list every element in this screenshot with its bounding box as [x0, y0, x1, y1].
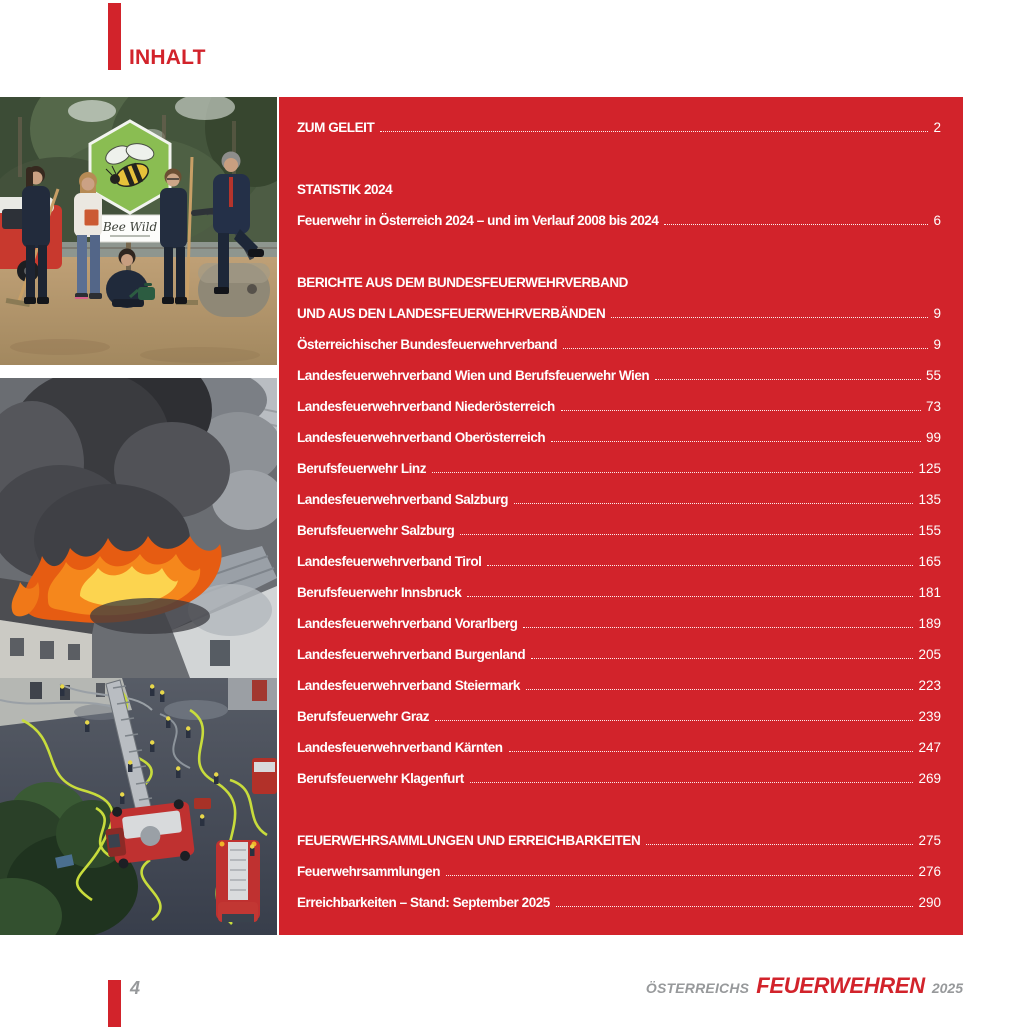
toc-entry-label: ZUM GELEIT — [297, 120, 375, 135]
page-title: INHALT — [129, 46, 206, 69]
toc-dotted-leader — [460, 534, 913, 535]
toc-entry-page: 181 — [918, 585, 941, 600]
toc-entry-page: 223 — [918, 678, 941, 693]
toc-entry — [297, 763, 941, 794]
toc-entry-page: 155 — [918, 523, 941, 538]
toc-entry-label: Berufsfeuerwehr Salzburg — [297, 523, 455, 538]
toc-entry-label: Feuerwehrsammlungen — [297, 864, 440, 879]
toc-dotted-leader — [563, 348, 928, 349]
toc-dotted-leader — [611, 317, 928, 318]
truck-right-edge — [252, 758, 277, 794]
toc-entry-label: STATISTIK 2024 — [297, 182, 393, 197]
toc-entry-label: Berufsfeuerwehr Graz — [297, 709, 430, 724]
toc-entry — [297, 112, 941, 143]
toc-entry-label: Landesfeuerwehrverband Vorarlberg — [297, 616, 518, 631]
toc-dotted-leader — [556, 906, 914, 907]
toc-entry-page: 276 — [918, 864, 941, 879]
toc-dotted-leader — [646, 844, 913, 845]
toc-dotted-leader — [446, 875, 913, 876]
toc-entry-page: 9 — [933, 337, 941, 352]
toc-entry — [297, 639, 941, 670]
toc-entry-label: Landesfeuerwehrverband Salzburg — [297, 492, 509, 507]
brand-main: FEUERWEHREN — [756, 973, 925, 998]
toc-entry — [297, 484, 941, 515]
toc-entry — [297, 546, 941, 577]
toc-entry-page: 9 — [933, 306, 941, 321]
toc-entry-label: Erreichbarkeiten – Stand: September 2025 — [297, 895, 550, 910]
toc-dotted-leader — [561, 410, 921, 411]
footer-red-bar — [108, 980, 121, 1027]
group-photo — [0, 97, 277, 365]
toc-entry — [297, 422, 941, 453]
equipment-box — [194, 798, 211, 809]
brand-pre: ÖSTERREICHS — [645, 980, 750, 996]
brand-year: 2025 — [931, 980, 963, 996]
toc-entry-label: Landesfeuerwehrverband Wien und Berufsfeuerwehr Wien — [297, 368, 650, 383]
toc-entry — [297, 825, 941, 856]
toc-entry-label: Landesfeuerwehrverband Tirol — [297, 554, 482, 569]
toc-entry — [297, 732, 941, 763]
toc-dotted-leader — [531, 658, 913, 659]
toc-entry-page: 165 — [918, 554, 941, 569]
toc-dotted-leader — [435, 720, 913, 721]
toc-entry — [297, 453, 941, 484]
footer-page-number: 4 — [130, 978, 141, 998]
toc-dotted-leader — [432, 472, 913, 473]
toc-entry-label: Feuerwehr in Österreich 2024 – und im Verlauf 2008 bis 2024 — [297, 213, 659, 228]
fire-photo — [0, 378, 277, 935]
toc-entry-page: 189 — [918, 616, 941, 631]
toc-entry-label: Berufsfeuerwehr Klagenfurt — [297, 771, 464, 786]
toc-dotted-leader — [655, 379, 921, 380]
toc-entry — [297, 608, 941, 639]
toc-entry — [297, 391, 941, 422]
toc-entry-label: Landesfeuerwehrverband Steiermark — [297, 678, 520, 693]
toc-entry-page: 205 — [918, 647, 941, 662]
toc-dotted-leader — [467, 596, 913, 597]
toc-entry-page: 125 — [918, 461, 941, 476]
toc-dotted-leader — [526, 689, 913, 690]
footer-brand — [646, 973, 963, 999]
toc-entry-label: Berufsfeuerwehr Innsbruck — [297, 585, 462, 600]
toc-entry-page: 290 — [918, 895, 941, 910]
toc-dotted-leader — [487, 565, 913, 566]
toc-entry — [297, 701, 941, 732]
svg-text:Bee Wild: Bee Wild — [102, 220, 158, 234]
toc-entry — [297, 670, 941, 701]
toc-entry — [297, 205, 941, 236]
toc-entry — [297, 298, 941, 329]
toc-dotted-leader — [509, 751, 914, 752]
toc-dotted-leader — [380, 131, 928, 132]
toc-entry-label: Landesfeuerwehrverband Kärnten — [297, 740, 503, 755]
toc-entry-label: Berufsfeuerwehr Linz — [297, 461, 427, 476]
toc-entry-label: Landesfeuerwehrverband Burgenland — [297, 647, 526, 662]
toc-entry — [297, 887, 941, 918]
toc-entry — [297, 856, 941, 887]
toc-entry-page: 269 — [918, 771, 941, 786]
toc-entry-label: Österreichischer Bundesfeuerwehrverband — [297, 337, 558, 352]
toc-panel — [279, 97, 963, 935]
toc-entry-page: 73 — [925, 399, 941, 414]
toc-entry-page: 135 — [918, 492, 941, 507]
toc-dotted-leader — [664, 224, 928, 225]
toc-entry — [297, 515, 941, 546]
toc-entry-label: Landesfeuerwehrverband Niederösterreich — [297, 399, 555, 414]
toc-entry-page: 55 — [925, 368, 941, 383]
toc-dotted-leader — [470, 782, 914, 783]
toc-entry-label: UND AUS DEN LANDESFEUERWEHRVERBÄNDEN — [297, 306, 606, 321]
toc-entry — [297, 267, 941, 298]
toc-entry — [297, 577, 941, 608]
toc-entry — [297, 360, 941, 391]
toc-entry-label: FEUERWEHRSAMMLUNGEN UND ERREICHBARKEITEN — [297, 833, 641, 848]
toc-dotted-leader — [514, 503, 913, 504]
toc-entry-page: 2 — [933, 120, 941, 135]
toc-entry — [297, 329, 941, 360]
toc-entry-page: 239 — [918, 709, 941, 724]
toc-dotted-leader — [551, 441, 921, 442]
toc-entry-page: 99 — [925, 430, 941, 445]
toc-entry-page: 6 — [933, 213, 941, 228]
toc-entry-page: 247 — [918, 740, 941, 755]
toc-entry — [297, 174, 941, 205]
ladder-truck-center — [103, 798, 196, 870]
toc-entry-page: 275 — [918, 833, 941, 848]
toc-entry-label: Landesfeuerwehrverband Oberösterreich — [297, 430, 546, 445]
header-red-bar — [108, 3, 121, 70]
toc-entry-label: BERICHTE AUS DEM BUNDESFEUERWEHRVERBAND — [297, 275, 628, 290]
toc-dotted-leader — [523, 627, 913, 628]
